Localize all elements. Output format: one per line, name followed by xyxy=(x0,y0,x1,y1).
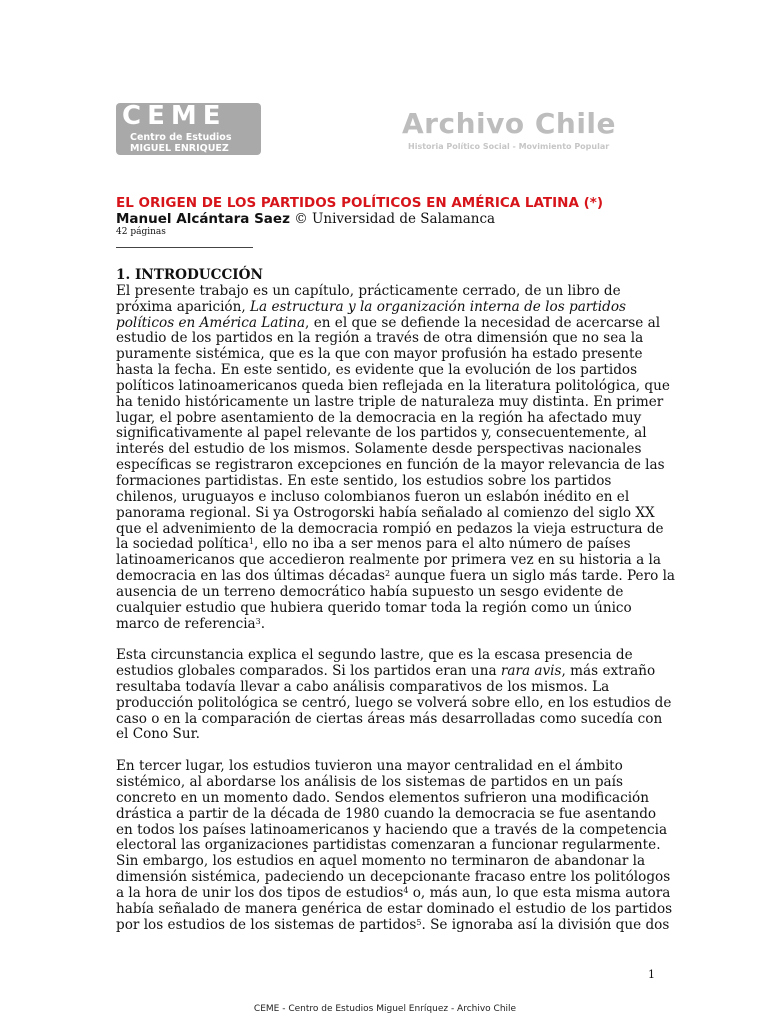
ceme-logo xyxy=(116,103,261,155)
page-footer: CEME - Centro de Estudios Miguel Enríquez - Archivo Chile xyxy=(253,1004,517,1014)
footnote-ref-1[interactable]: 1 xyxy=(248,537,254,547)
paragraph-2-text: Esta circunstancia explica el segundo lastre, que es la escasa presencia de estudios globales comparados. Si los partidos eran una xyxy=(116,647,633,680)
ceme-logo-line2: MIGUEL ENRIQUEZ xyxy=(130,143,229,154)
section-heading xyxy=(116,268,676,284)
footnote-ref-4[interactable]: 4 xyxy=(403,885,409,895)
paragraph-2-text: , más extraño resultaba todavía llevar a cabo análisis comparativos de los mismos. La producción politológica se centró, luego se volverá sobre ello, en los estudios de caso o en la comparación de ciertas áreas más desarrolladas como sucedía con el Cono Sur. xyxy=(116,663,672,743)
footnote-ref-3[interactable]: 3 xyxy=(255,616,261,626)
footnote-ref-5[interactable]: 5 xyxy=(416,917,422,927)
paragraph-2 xyxy=(116,648,676,743)
author-affiliation: Universidad de Salamanca xyxy=(312,211,496,227)
archivo-chile-logo-name: Archivo Chile xyxy=(402,107,617,140)
latin-phrase: rara avis xyxy=(500,663,562,680)
document-body xyxy=(116,268,676,949)
paragraph-3-text: En tercer lugar, los estudios tuvieron una mayor centralidad en el ámbito sistémico, al abordarse los análisis de los sistemas de partidos en un país concreto en un momento dado. Sendos elementos sufrieron una modificación drástica a partir de la década de 1980 cuando la democracia se fue asentando en todos los países latinoamericanos y haciendo que a través de la competencia electoral las organizaciones partidistas comenzaran a funcionar regularmente. Sin embargo, los estudios en aquel momento no terminaron de abandonar la dimensión sistémica, padeciendo un decepcionante fracaso entre los politólogos a la hora de unir los dos tipos de estudios xyxy=(116,758,671,901)
section-title: INTRODUCCIÓN xyxy=(134,267,263,283)
ceme-logo-name: CEME xyxy=(122,101,227,131)
title-divider xyxy=(116,247,253,248)
paragraph-1 xyxy=(116,284,676,633)
paragraph-3-text: o, más aun, lo que esta misma autora había señalado de manera genérica de estar dominado el estudio de los partidos por los estudios de los sistemas de partidos xyxy=(116,884,673,933)
section-number: 1. xyxy=(116,267,131,283)
paragraph-1-text: aunque fuera un siglo más tarde. Pero la ausencia de un terreno democrático había supuesto un sesgo evidente de cualquier estudio que hubiera querido tomar toda la región como un único marco de referencia xyxy=(116,568,676,632)
paragraph-1-text: . xyxy=(260,615,266,632)
copyright-symbol: © xyxy=(294,211,308,227)
document-title: EL ORIGEN DE LOS PARTIDOS POLÍTICOS EN AMÉRICA LATINA (*) xyxy=(116,195,604,211)
book-title: La estructura y la organización interna de los partidos políticos en América Latina xyxy=(116,298,626,331)
ceme-logo-line1: Centro de Estudios xyxy=(130,132,232,143)
page-count: 42 páginas xyxy=(116,227,166,237)
archivo-chile-tagline: Historia Político Social - Movimiento Popular xyxy=(408,142,610,151)
page-number: 1 xyxy=(648,968,655,981)
author-line xyxy=(116,211,495,227)
paragraph-1-text: , en el que se defiende la necesidad de acercarse al estudio de los partidos en la región a través de otra dimensión que no sea la puramente sistémica, que es la que con mayor profusión ha estado presente hasta la fecha. En este sentido, es evidente que la evolución de los partidos políticos latinoamericanos queda bien reflejada en la literatura politológica, que ha tenido históricamente un lastre triple de naturaleza muy distinta. En primer lugar, el pobre asentamiento de la democracia en la región ha afectado muy significativamente al papel relevante de los partidos y, consecuentemente, al interés del estudio de los mismos. Solamente desde perspectivas nacionales específicas se registraron excepciones en función de la mayor relevancia de las formaciones partidistas. En este sentido, los estudios sobre los partidos chilenos, uruguayos e incluso colombianos fueron un eslabón inédito en el panorama regional. Si ya Ostrogorski había señalado al comienzo del siglo XX que el advenimiento de la democracia rompió en pedazos la vieja estructura de la sociedad política xyxy=(116,314,670,553)
paragraph-1-text: El presente trabajo es un capítulo, prácticamente cerrado, de un libro de próxima aparición, xyxy=(116,282,621,315)
paragraph-1-text: , ello no iba a ser menos para el alto número de países latinoamericanos que accedieron realmente por primera vez en su historia a la democracia en las dos últimas décadas xyxy=(116,536,661,585)
paragraph-3-text: . Se ignoraba así la división que dos xyxy=(421,916,670,933)
paragraph-3 xyxy=(116,759,676,933)
archivo-chile-logo xyxy=(402,107,642,157)
footnote-ref-2[interactable]: 2 xyxy=(384,569,391,579)
author-name: Manuel Alcántara Saez xyxy=(116,211,290,227)
